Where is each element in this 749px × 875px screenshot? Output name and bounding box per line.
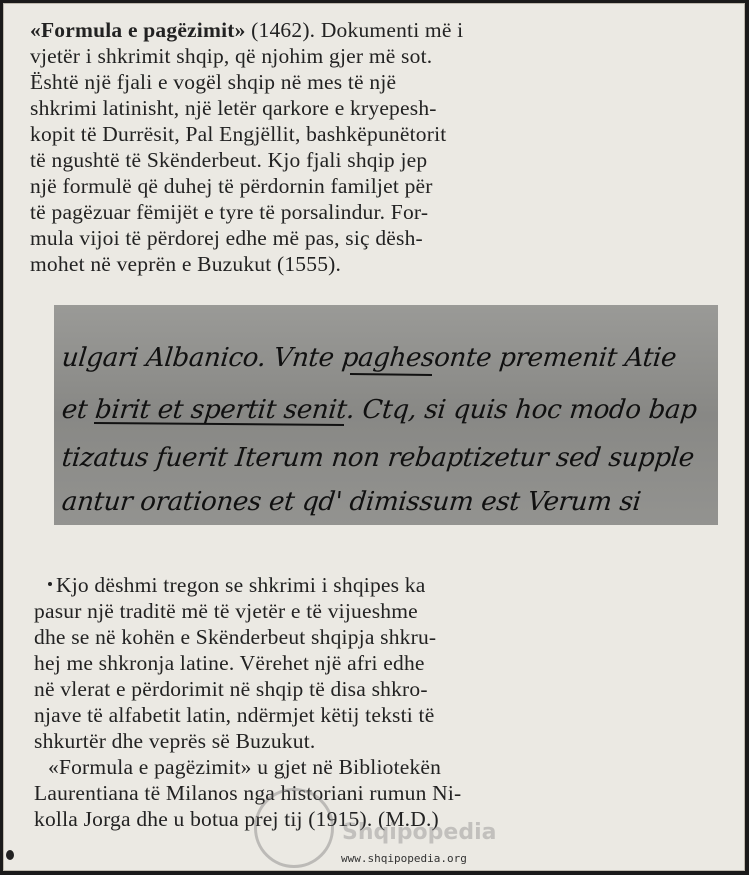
manuscript-line: et birit et spertit senit. Ctq, si quis hoc modo bap (60, 395, 699, 425)
text-line: në vlerat e përdorimit në shqip të disa shkro- (34, 677, 428, 701)
ink-speck (6, 850, 14, 860)
manuscript-line: antur orationes et qd' dimissum est Verum si (60, 487, 643, 517)
manuscript-photo (54, 305, 718, 525)
text-line: «Formula e pagëzimit» (1462). Dokumenti më i (30, 18, 464, 42)
text-line: pasur një traditë më të vjetër e të vijueshme (34, 599, 418, 623)
entry-title: «Formula e pagëzimit» (30, 18, 246, 42)
text-line: shkrimi latinisht, një letër qarkore e kryepesh- (30, 96, 437, 120)
text-line: mula vijoi të përdorej edhe më pas, siç dësh- (30, 226, 423, 250)
text-line: kopit të Durrësit, Pal Engjëllit, bashkëpunëtorit (30, 122, 447, 146)
manuscript-line: tizatus fuerit Iterum non rebaptizetur sed supple (60, 443, 696, 473)
text-line: një formulë që duhej të përdornin familjet për (30, 174, 433, 198)
text-line: hej me shkronja latine. Vërehet një afri edhe (34, 651, 425, 675)
text-line: njave të alfabetit latin, ndërmjet këtij teksti të (34, 703, 435, 727)
paragraph-formula-description (30, 17, 712, 277)
watermark-url: www.shqipopedia.org (341, 852, 467, 865)
scanned-page (3, 3, 745, 871)
text-line: kolla Jorga dhe u botua prej tij (1915). (M.D.) (34, 807, 439, 831)
text-line: të pagëzuar fëmijët e tyre të porsalindur. For- (30, 200, 429, 224)
text-line: Është një fjali e vogël shqip në mes të një (30, 70, 397, 94)
text-line: «Formula e pagëzimit» u gjet në Bibliotekën (48, 755, 442, 779)
text-line: dhe se në kohën e Skënderbeut shqipja shkru- (34, 625, 437, 649)
text-line: shkurtër dhe veprës së Buzukut. (34, 729, 316, 753)
text-line: Kjo dëshmi tregon se shkrimi i shqipes ka (56, 573, 426, 597)
text-line: të ngushtë të Skënderbeut. Kjo fjali shqip jep (30, 148, 428, 172)
text-line: Laurentiana të Milanos nga historiani rumun Ni- (34, 781, 462, 805)
text-line: mohet në veprën e Buzukut (1555). (30, 252, 342, 276)
manuscript-line: ulgari Albanico. Vnte paghesonte premenit Atie (60, 343, 678, 373)
logo-icon (254, 788, 334, 868)
text-line: vjetër i shkrimit shqip, që njohim gjer më sot. (30, 44, 433, 68)
watermark-name: Shqipopedia (342, 820, 497, 845)
